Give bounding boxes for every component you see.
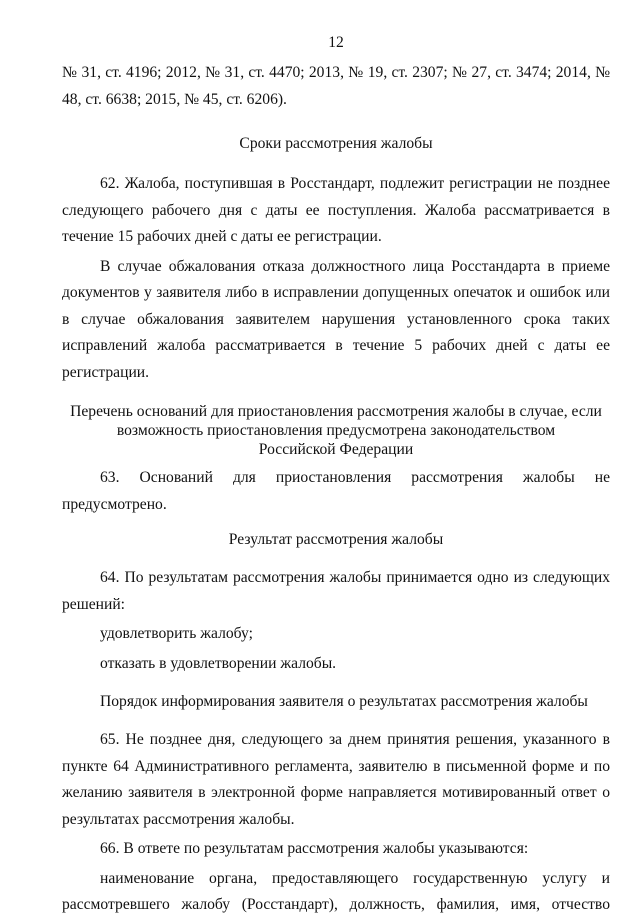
decision-option-refuse: отказать в удовлетворении жалобы.	[100, 654, 337, 672]
intro-paragraph: № 31, ст. 4196; 2012, № 31, ст. 4470; 2013, № 19, ст. 2307; № 27, ст. 3474; 2014, № 48, ст. 6638; 2015, № 45, ст. 6206).	[62, 64, 610, 108]
paragraph-63: 63. Оснований для приостановления рассмотрения жалобы не предусмотрено.	[62, 469, 610, 513]
paragraph-65: 65. Не позднее дня, следующего за днем принятия решения, указанного в пункте 64 Административного регламента, заявителю в письменной форме и по желанию заявителя в электронной форме направляется мотивированный ответ о результатах рассмотрения жалобы.	[62, 731, 610, 828]
heading-review-terms: Сроки рассмотрения жалобы	[239, 135, 433, 152]
decision-option-satisfy: удовлетворить жалобу;	[100, 625, 253, 642]
paragraph-62-appeal: В случае обжалования отказа должностного лица Росстандарта в приеме документов у заявителя либо в исправлении допущенных опечаток и ошибок или в случае обжалования заявителем нарушения установленного срока таких исправлений жалоба рассматривается в течение 5 рабочих дней с даты ее регистрации.	[62, 257, 610, 381]
paragraph-66: 66. В ответе по результатам рассмотрения жалобы указываются:	[100, 840, 529, 857]
heading-informing-procedure: Порядок информирования заявителя о результатах рассмотрения жалобы	[100, 693, 588, 710]
page-number: 12	[328, 34, 344, 51]
heading-suspension-line-3: Российской Федерации	[258, 441, 414, 458]
paragraph-64: 64. По результатам рассмотрения жалобы принимается одно из следующих решений:	[62, 569, 610, 613]
paragraph-62: 62. Жалоба, поступившая в Росстандарт, подлежит регистрации не позднее следующего рабочего дня с даты ее поступления. Жалоба рассматривается в течение 15 рабочих дней с даты ее регистрации.	[62, 175, 610, 245]
heading-review-result: Результат рассмотрения жалобы	[228, 531, 444, 548]
heading-suspension-line-2: возможность приостановления предусмотрена законодательством	[116, 422, 556, 439]
paragraph-66-item: наименование органа, предоставляющего государственную услугу и рассмотревшего жалобу (Росстандарт), должность, фамилия, имя, отчество	[62, 869, 610, 913]
document-page	[62, 30, 610, 913]
heading-suspension-grounds	[62, 402, 610, 459]
heading-suspension-line-1: Перечень оснований для приостановления рассмотрения жалобы в случае, если	[70, 403, 602, 420]
